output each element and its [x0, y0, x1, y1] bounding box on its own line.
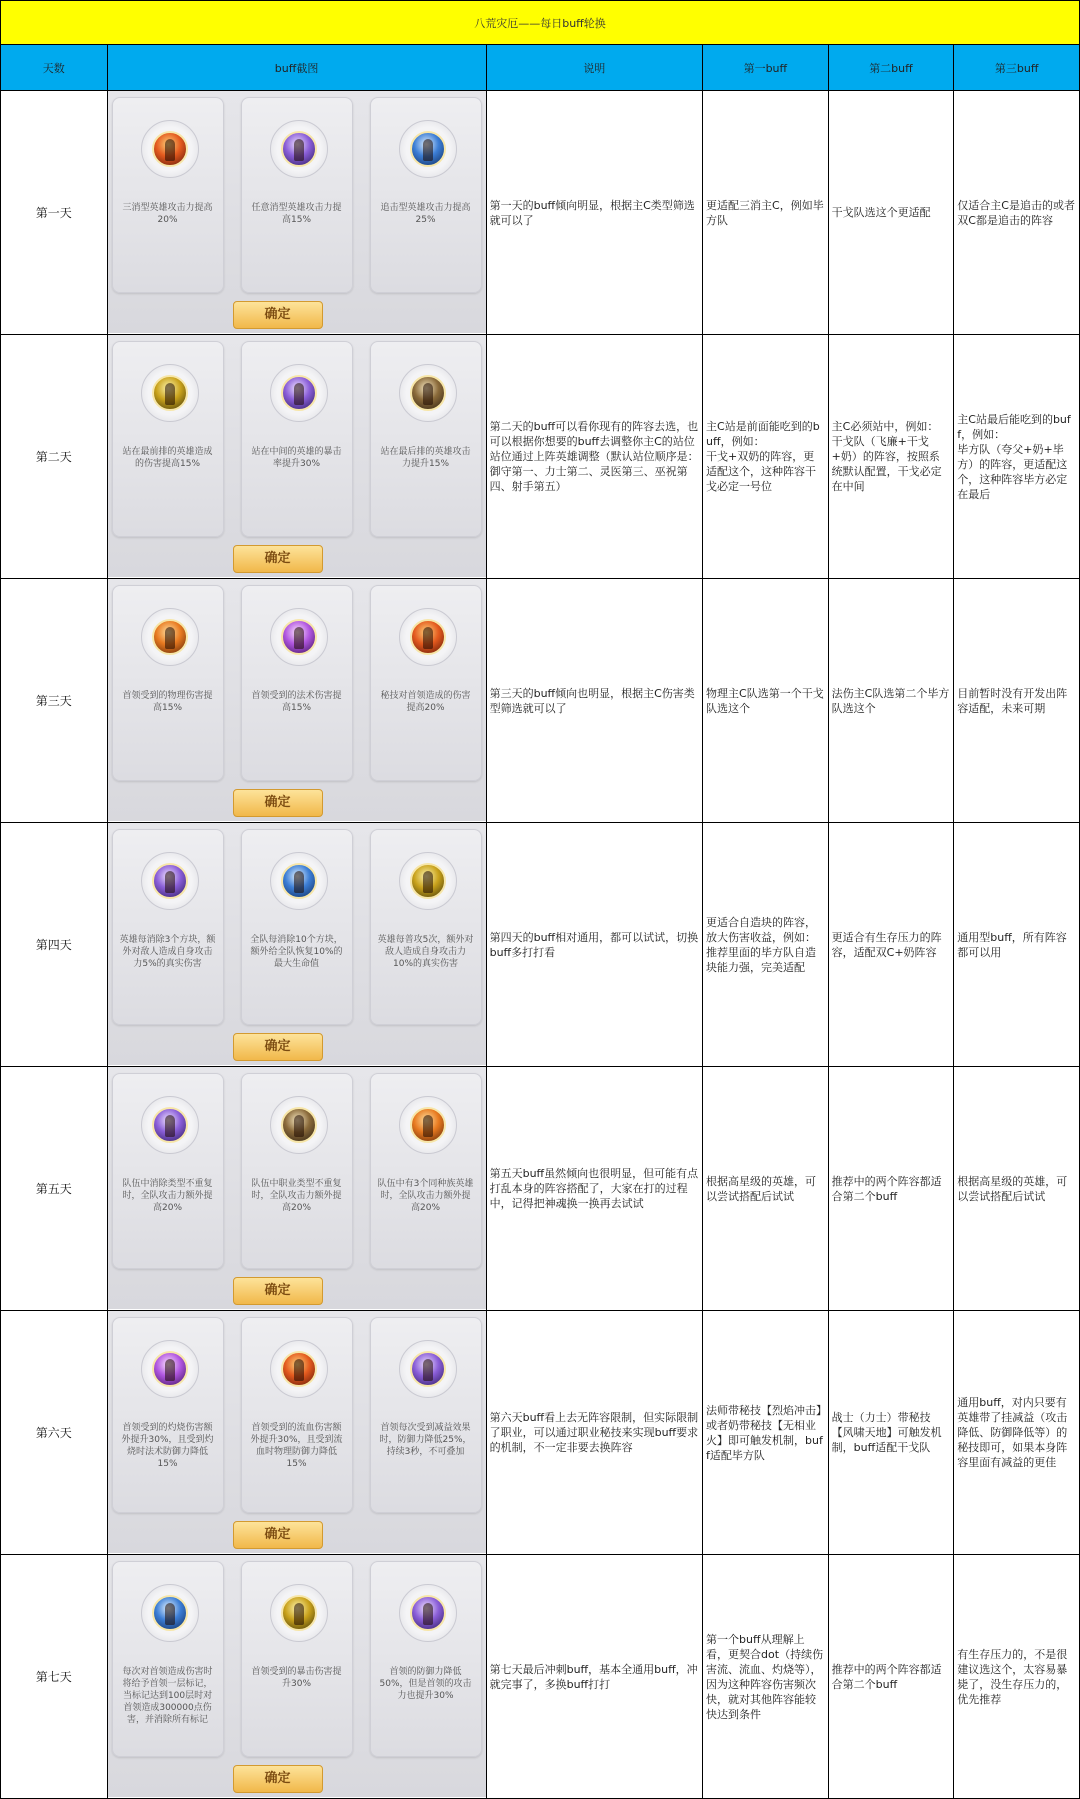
day-label: 第六天	[1, 1311, 108, 1555]
header-buff1: 第一buff	[703, 45, 829, 91]
confirm-button[interactable]: 确定	[233, 1033, 323, 1061]
header-buff2: 第二buff	[828, 45, 954, 91]
buff-orb-icon	[152, 1107, 188, 1143]
buff2-cell: 战士（力士）带秘技【风啸天地】可触发机制，buff适配干戈队	[828, 1311, 954, 1555]
buff-orb-icon	[152, 375, 188, 411]
buff-card-text: 队伍中职业类型不重复时，全队攻击力额外提高20%	[251, 1179, 342, 1213]
hero-figure-icon	[165, 139, 175, 161]
description-cell: 第四天的buff相对通用，都可以试试，切换buff多打打看	[486, 823, 702, 1067]
buff-card[interactable]	[241, 97, 353, 293]
day-row	[1, 823, 1080, 1067]
buff-card-text: 追击型英雄攻击力提高25%	[380, 203, 471, 225]
hero-figure-icon	[165, 627, 175, 649]
buff-selection-panel	[108, 1555, 486, 1797]
hero-figure-icon	[423, 1115, 433, 1137]
buff-card-text: 英雄每普攻5次，额外对敌人造成自身攻击力10%的真实伤害	[377, 935, 474, 969]
confirm-button[interactable]: 确定	[233, 1765, 323, 1793]
buff1-cell: 法师带秘技【烈焰冲击】或者奶带秘技【无相业火】即可触发机制，buff适配毕方队	[703, 1311, 829, 1555]
buff-card[interactable]	[112, 1317, 224, 1513]
buff-card[interactable]	[241, 829, 353, 1025]
day-label: 第七天	[1, 1555, 108, 1799]
buff-orb-icon	[281, 619, 317, 655]
buff-orb-icon	[410, 375, 446, 411]
hero-figure-icon	[423, 871, 433, 893]
buff-selection-panel	[108, 1311, 486, 1553]
buff-orb-icon	[281, 1595, 317, 1631]
hero-figure-icon	[294, 871, 304, 893]
buff-card[interactable]	[370, 341, 482, 537]
buff-card-text: 首领受到的暴击伤害提升30%	[251, 1667, 342, 1689]
hero-figure-icon	[423, 1603, 433, 1625]
buff-icon-ring	[399, 1096, 457, 1154]
buff-card[interactable]	[112, 1561, 224, 1757]
hero-figure-icon	[165, 871, 175, 893]
buff1-cell: 第一个buff从理解上看，更契合dot（持续伤害流、流血、灼烧等），因为这种阵容伤害频次快，就对其他阵容能较快达到条件	[703, 1555, 829, 1799]
buff-card-text: 站在中间的英雄的暴击率提升30%	[251, 447, 342, 469]
buff-card[interactable]	[112, 1073, 224, 1269]
description-cell: 第六天buff看上去无阵容限制，但实际限制了职业，可以通过职业秘技来实现buff要求的机制，不一定非要去换阵容	[486, 1311, 702, 1555]
day-label: 第一天	[1, 91, 108, 335]
day-label: 第二天	[1, 335, 108, 579]
buff-icon-ring	[270, 120, 328, 178]
description-cell: 第三天的buff倾向也明显，根据主C伤害类型筛选就可以了	[486, 579, 702, 823]
buff-card[interactable]	[241, 1561, 353, 1757]
description-cell: 第七天最后冲刺buff，基本全通用buff，冲就完事了，多换buff打打	[486, 1555, 702, 1799]
confirm-button[interactable]: 确定	[233, 789, 323, 817]
buff-orb-icon	[410, 131, 446, 167]
buff3-cell: 目前暂时没有开发出阵容适配，未来可期	[954, 579, 1080, 823]
buff-icon-ring	[270, 1096, 328, 1154]
buff-card-text: 队伍中消除类型不重复时，全队攻击力额外提高20%	[122, 1179, 213, 1213]
buff-orb-icon	[152, 1351, 188, 1387]
buff2-cell: 法伤主C队选第二个毕方队选这个	[828, 579, 954, 823]
buff-selection-panel	[108, 335, 486, 577]
buff2-cell: 推荐中的两个阵容都适合第二个buff	[828, 1555, 954, 1799]
header-desc: 说明	[486, 45, 702, 91]
hero-figure-icon	[423, 627, 433, 649]
buff-icon-ring	[141, 608, 199, 666]
buff-icon-ring	[141, 1340, 199, 1398]
hero-figure-icon	[423, 1359, 433, 1381]
buff-card[interactable]	[241, 1317, 353, 1513]
buff-orb-icon	[152, 619, 188, 655]
day-row	[1, 1555, 1080, 1799]
buff-orb-icon	[410, 1351, 446, 1387]
day-label: 第五天	[1, 1067, 108, 1311]
buff-card-text: 队伍中有3个同种族英雄时，全队攻击力额外提高20%	[377, 1179, 474, 1213]
buff-orb-icon	[152, 131, 188, 167]
hero-figure-icon	[165, 1115, 175, 1137]
buff1-cell: 根据高星级的英雄，可以尝试搭配后试试	[703, 1067, 829, 1311]
buff-icon-ring	[399, 1584, 457, 1642]
buff-card[interactable]	[370, 585, 482, 781]
buff-orb-icon	[410, 863, 446, 899]
hero-figure-icon	[294, 1359, 304, 1381]
buff-card[interactable]	[370, 97, 482, 293]
buff-orb-icon	[281, 131, 317, 167]
buff-orb-icon	[281, 1107, 317, 1143]
buff-card[interactable]	[241, 585, 353, 781]
buff1-cell: 更适合自造块的阵容，放大伤害收益，例如：推荐里面的毕方队自造块能力强，完美适配	[703, 823, 829, 1067]
buff-icon-ring	[141, 852, 199, 910]
buff-card-text: 任意消型英雄攻击力提高15%	[251, 203, 342, 225]
buff3-cell: 根据高星级的英雄，可以尝试搭配后试试	[954, 1067, 1080, 1311]
confirm-button[interactable]: 确定	[233, 1521, 323, 1549]
buff-card[interactable]	[370, 829, 482, 1025]
day-row	[1, 1311, 1080, 1555]
buff-card[interactable]	[370, 1073, 482, 1269]
buff1-cell: 物理主C队选第一个干戈队选这个	[703, 579, 829, 823]
buff3-cell: 有生存压力的，不是很建议选这个，太容易暴毙了，没生存压力的，优先推荐	[954, 1555, 1080, 1799]
buff2-cell: 更适合有生存压力的阵容，适配双C+奶阵容	[828, 823, 954, 1067]
buff-screenshot-cell	[107, 1311, 486, 1555]
day-label: 第三天	[1, 579, 108, 823]
description-cell: 第二天的buff可以看你现有的阵容去选，也可以根据你想要的buff去调整你主C的站位 站位通过上阵英雄调整（默认站位顺序是：御守第一、力士第二、灵医第三、巫祝第四、射手第五）	[486, 335, 702, 579]
buff-icon-ring	[141, 120, 199, 178]
buff-card-text: 英雄每消除3个方块，额外对敌人造成自身攻击力5%的真实伤害	[119, 935, 216, 969]
buff-card[interactable]	[370, 1561, 482, 1757]
buff2-cell: 主C必须站中，例如： 干戈队（飞廉+干戈+奶）的阵容，按照系统默认配置，干戈必定在中间	[828, 335, 954, 579]
buff-card-text: 首领受到的灼烧伤害额外提升30%，且受到灼烧时法术防御力降低15%	[121, 1423, 214, 1469]
buff-icon-ring	[399, 608, 457, 666]
buff-selection-panel	[108, 823, 486, 1065]
header-day: 天数	[1, 45, 108, 91]
buff-icon-ring	[399, 364, 457, 422]
buff-card[interactable]	[112, 341, 224, 537]
buff-orb-icon	[152, 863, 188, 899]
hero-figure-icon	[294, 139, 304, 161]
description-cell: 第一天的buff倾向明显，根据主C类型筛选就可以了	[486, 91, 702, 335]
buff-orb-icon	[410, 619, 446, 655]
buff-screenshot-cell	[107, 823, 486, 1067]
buff-icon-ring	[270, 1584, 328, 1642]
buff-card[interactable]	[112, 97, 224, 293]
buff-orb-icon	[410, 1595, 446, 1631]
description-cell: 第五天buff虽然倾向也很明显，但可能有点打乱本身的阵容搭配了，大家在打的过程中，记得把神魂换一换再去试试	[486, 1067, 702, 1311]
buff-screenshot-cell	[107, 579, 486, 823]
hero-figure-icon	[423, 139, 433, 161]
buff-icon-ring	[270, 364, 328, 422]
buff-icon-ring	[141, 1584, 199, 1642]
buff-icon-ring	[399, 852, 457, 910]
buff-card-text: 三消型英雄攻击力提高20%	[122, 203, 213, 225]
confirm-button[interactable]: 确定	[233, 1277, 323, 1305]
buff-card-text: 每次对首领造成伤害时将给予首领一层标记，当标记达到100层时对首领造成300000点伤害，并消除所有标记	[122, 1667, 213, 1725]
buff-orb-icon	[410, 1107, 446, 1143]
buff-card[interactable]	[112, 585, 224, 781]
buff-screenshot-cell	[107, 335, 486, 579]
buff-card-text: 首领每次受到减益效果时，防御力降低25%，持续3秒，不可叠加	[379, 1423, 472, 1457]
hero-figure-icon	[423, 383, 433, 405]
buff1-cell: 更适配三消主C，例如毕方队	[703, 91, 829, 335]
buff1-cell: 主C站是前面能吃到的buff，例如： 干戈+双奶的阵容，更适配这个，这种阵容干戈必定一号位	[703, 335, 829, 579]
buff-card[interactable]	[112, 829, 224, 1025]
buff-card-text: 首领受到的物理伤害提高15%	[122, 691, 213, 713]
hero-figure-icon	[165, 1359, 175, 1381]
buff-screenshot-cell	[107, 1067, 486, 1311]
buff3-cell: 仅适合主C是追击的或者双C都是追击的阵容	[954, 91, 1080, 335]
day-rows	[1, 91, 1080, 1799]
buff-orb-icon	[281, 863, 317, 899]
confirm-button[interactable]: 确定	[233, 301, 323, 329]
hero-figure-icon	[294, 1603, 304, 1625]
buff-card-text: 首领受到的流血伤害额外提升30%，且受到流血时物理防御力降低15%	[250, 1423, 343, 1469]
hero-figure-icon	[165, 1603, 175, 1625]
buff3-cell: 通用型buff，所有阵容都可以用	[954, 823, 1080, 1067]
day-row	[1, 579, 1080, 823]
day-label: 第四天	[1, 823, 108, 1067]
day-row	[1, 91, 1080, 335]
hero-figure-icon	[165, 383, 175, 405]
buff-icon-ring	[399, 1340, 457, 1398]
buff-card-text: 全队每消除10个方块，额外给全队恢复10%的最大生命值	[250, 935, 343, 969]
hero-figure-icon	[294, 383, 304, 405]
buff-orb-icon	[281, 375, 317, 411]
buff-card[interactable]	[241, 341, 353, 537]
buff2-cell: 推荐中的两个阵容都适合第二个buff	[828, 1067, 954, 1311]
buff-card[interactable]	[241, 1073, 353, 1269]
buff-card-text: 站在最前排的英雄造成的伤害提高15%	[122, 447, 213, 469]
buff-card-text: 秘技对首领造成的伤害提高20%	[380, 691, 471, 713]
buff-icon-ring	[270, 852, 328, 910]
hero-figure-icon	[294, 1115, 304, 1137]
day-row	[1, 1067, 1080, 1311]
buff-card[interactable]	[370, 1317, 482, 1513]
buff-card-text: 首领的防御力降低50%，但是首领的攻击力也提升30%	[379, 1667, 472, 1701]
buff-screenshot-cell	[107, 1555, 486, 1799]
buff-icon-ring	[399, 120, 457, 178]
buff-icon-ring	[141, 364, 199, 422]
buff-selection-panel	[108, 1067, 486, 1309]
buff-selection-panel	[108, 579, 486, 821]
hero-figure-icon	[294, 627, 304, 649]
buff3-cell: 主C站最后能吃到的buff，例如： 毕方队（夸父+奶+毕方）的阵容，更适配这个，这种阵容毕方必定在最后	[954, 335, 1080, 579]
buff-card-text: 首领受到的法术伤害提高15%	[251, 691, 342, 713]
sheet-title: 八荒灾厄——每日buff轮换	[1, 1, 1080, 45]
buff-icon-ring	[270, 608, 328, 666]
buff3-cell: 通用buff，对内只要有英雄带了挂减益（攻击降低、防御降低等）的秘技即可，如果本身阵容里面有减益的更佳	[954, 1311, 1080, 1555]
buff-icon-ring	[270, 1340, 328, 1398]
buff-selection-panel	[108, 91, 486, 333]
header-buff3: 第三buff	[954, 45, 1080, 91]
confirm-button[interactable]: 确定	[233, 545, 323, 573]
buff-icon-ring	[141, 1096, 199, 1154]
day-row	[1, 335, 1080, 579]
buff-screenshot-cell	[107, 91, 486, 335]
buff-orb-icon	[281, 1351, 317, 1387]
buff2-cell: 干戈队选这个更适配	[828, 91, 954, 335]
buff-card-text: 站在最后排的英雄攻击力提升15%	[380, 447, 471, 469]
buff-orb-icon	[152, 1595, 188, 1631]
header-image: buff截图	[107, 45, 486, 91]
